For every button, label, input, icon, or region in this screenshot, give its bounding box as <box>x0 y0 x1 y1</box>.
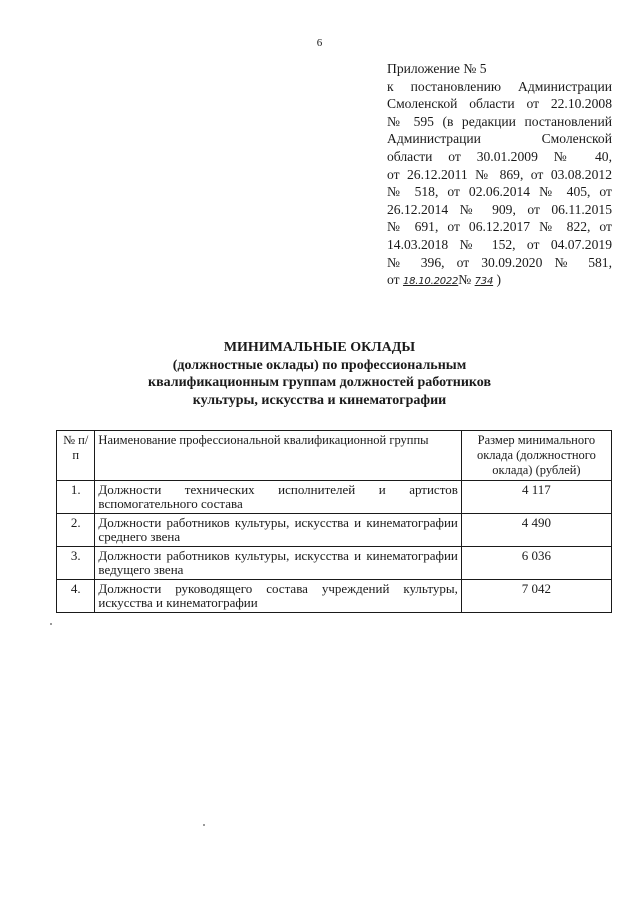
appendix-line: № 396, от 30.09.2020 № 581, <box>387 254 612 270</box>
row-num: 3. <box>57 547 95 580</box>
header-name: Наименование профессиональной квалификационной группы <box>95 431 461 481</box>
scan-speck <box>50 623 52 625</box>
appendix-line: № 595 (в редакции постановлений <box>387 113 612 129</box>
row-salary: 7 042 <box>461 580 611 613</box>
table-row <box>57 481 612 514</box>
appendix-header <box>387 60 612 291</box>
salary-table <box>56 430 612 613</box>
row-num: 2. <box>57 514 95 547</box>
appendix-line: 14.03.2018 № 152, от 04.07.2019 <box>387 236 612 252</box>
row-salary: 6 036 <box>461 547 611 580</box>
table-header-row <box>57 431 612 481</box>
appendix-last-line <box>387 271 612 291</box>
table-row <box>57 514 612 547</box>
row-salary: 4 490 <box>461 514 611 547</box>
appendix-line: Администрации Смоленской <box>387 131 612 147</box>
scan-speck <box>203 824 205 826</box>
header-num: № п/п <box>57 431 95 481</box>
row-name: Должности работников культуры, искусства и кинематографии среднего звена <box>95 514 461 547</box>
appendix-line: области от 30.01.2009 № 40, <box>387 148 612 164</box>
document-title <box>0 339 639 409</box>
title-line: квалификационным группам должностей работников <box>148 375 491 390</box>
row-num: 1. <box>57 481 95 514</box>
table-row <box>57 580 612 613</box>
title-line: (должностные оклады) по профессиональным <box>172 357 467 373</box>
row-name: Должности работников культуры, искусства и кинематографии ведущего звена <box>95 547 461 580</box>
appendix-line: Смоленской области от 22.10.2008 <box>387 96 612 112</box>
appendix-line: от 26.12.2011 № 869, от 03.08.2012 <box>387 166 612 182</box>
appendix-title: Приложение № 5 <box>387 61 487 76</box>
appendix-line: к постановлению Администрации <box>387 78 612 94</box>
appendix-line: № 691, от 06.12.2017 № 822, от <box>387 219 612 235</box>
table-row <box>57 547 612 580</box>
handwritten-number: 734 <box>474 276 494 288</box>
last-line-prefix: от <box>387 272 400 288</box>
page-number: 6 <box>316 37 323 49</box>
appendix-line: № 518, от 02.06.2014 № 405, от <box>387 184 612 200</box>
title-line: МИНИМАЛЬНЫЕ ОКЛАДЫ <box>223 340 416 355</box>
title-line: культуры, искусства и кинематографии <box>192 392 447 408</box>
row-name: Должности руководящего состава учреждений культуры, искусства и кинематографии <box>95 580 461 613</box>
appendix-line: 26.12.2014 № 909, от 06.11.2015 <box>387 201 612 217</box>
row-name: Должности технических исполнителей и артистов вспомогательного состава <box>95 481 461 514</box>
number-sign: № <box>458 272 472 288</box>
closing-paren: ) <box>496 272 502 288</box>
row-salary: 4 117 <box>461 481 611 514</box>
row-num: 4. <box>57 580 95 613</box>
handwritten-date: 18.10.2022 <box>402 276 459 288</box>
header-salary: Размер минимального оклада (должностного оклада) (рублей) <box>461 431 611 481</box>
